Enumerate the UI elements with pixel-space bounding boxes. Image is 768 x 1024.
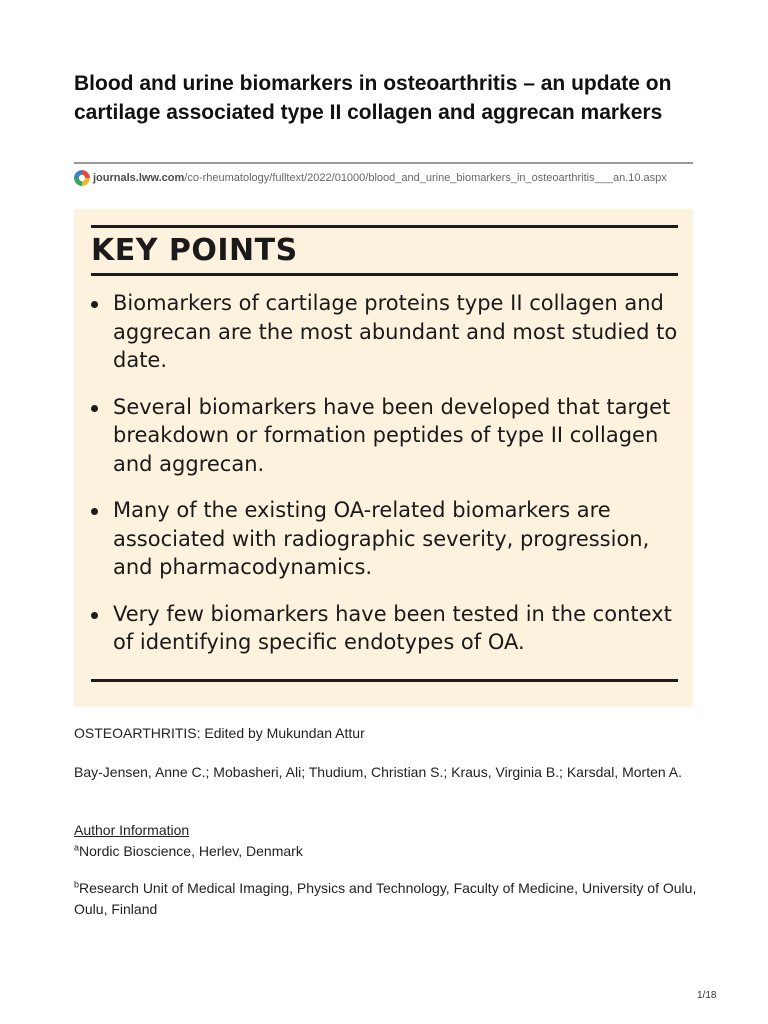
- key-point-text: Very few biomarkers have been tested in the context of identifying specific endotypes of OA.: [113, 601, 672, 654]
- source-url-line[interactable]: [74, 168, 714, 188]
- key-point-text: Several biomarkers have been developed that target breakdown or formation peptides of type II collagen and aggrecan.: [113, 394, 671, 476]
- key-point-item: [91, 289, 681, 375]
- key-point-item: [91, 496, 681, 582]
- affiliation-a: [74, 841, 704, 862]
- key-point-item: [91, 393, 681, 479]
- affiliation-marker: a: [74, 842, 80, 853]
- lww-favicon-icon: [74, 170, 90, 186]
- bullet-icon: [91, 612, 98, 619]
- section-editor-line: OSTEOARTHRITIS: Edited by Mukundan Attur: [74, 725, 365, 741]
- page-title: Blood and urine biomarkers in osteoarthritis – an update on cartilage associated type II collagen and aggrecan markers: [74, 72, 672, 124]
- author-information-link[interactable]: Author Information: [74, 822, 190, 838]
- key-point-item: [91, 600, 681, 657]
- source-domain[interactable]: journals.lww.com: [93, 172, 185, 184]
- source-path[interactable]: /co-rheumatology/fulltext/2022/01000/blood_and_urine_biomarkers_in_osteoarthritis___an.10.aspx: [184, 172, 667, 184]
- affiliation-marker: b: [74, 879, 80, 890]
- affiliation-b: [74, 878, 704, 920]
- page-number: 1/18: [697, 990, 717, 1001]
- key-points-top-rule: [91, 225, 678, 228]
- bullet-icon: [91, 508, 98, 515]
- bullet-icon: [91, 301, 98, 308]
- key-points-list: [91, 289, 681, 675]
- key-point-text: Biomarkers of cartilage proteins type II collagen and aggrecan are the most abundant and most studied to date.: [113, 291, 678, 372]
- key-points-heading: KEY POINTS: [91, 233, 298, 268]
- affiliation-text: Nordic Bioscience, Herlev, Denmark: [79, 843, 303, 859]
- key-points-bottom-rule: [91, 679, 678, 682]
- key-points-heading-rule: [91, 273, 678, 276]
- title-divider: [74, 162, 693, 164]
- key-points-box: [74, 209, 693, 707]
- key-point-text: Many of the existing OA-related biomarkers are associated with radiographic severity, progression, and pharmacodynamics.: [113, 498, 650, 579]
- affiliation-text: Research Unit of Medical Imaging, Physics and Technology, Faculty of Medicine, University of Oulu, Oulu, Finland: [74, 880, 697, 917]
- author-list: Bay-Jensen, Anne C.; Mobasheri, Ali; Thudium, Christian S.; Kraus, Virginia B.; Karsdal, Morten A.: [74, 764, 682, 780]
- bullet-icon: [91, 405, 98, 412]
